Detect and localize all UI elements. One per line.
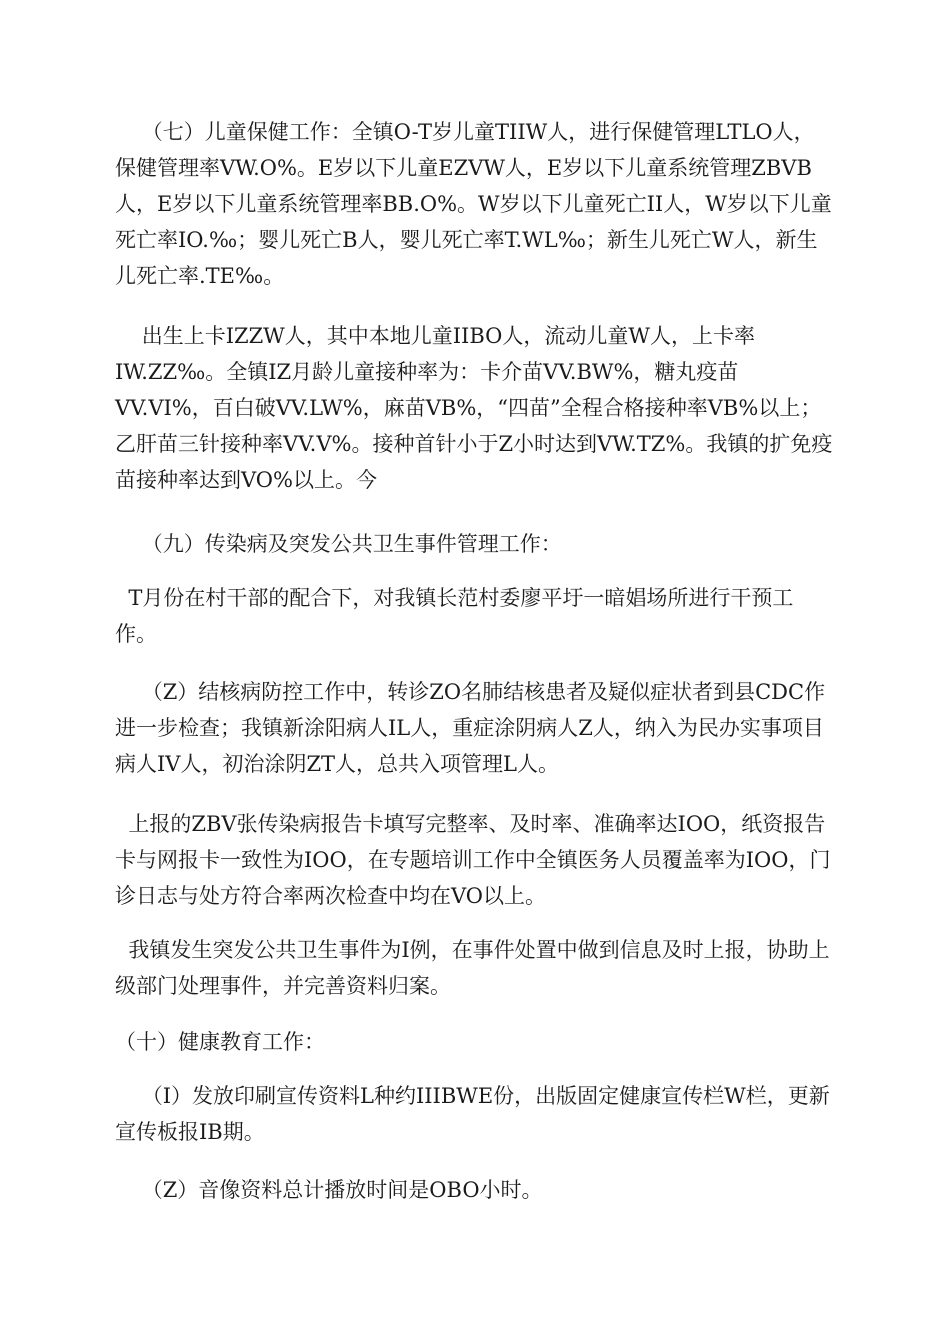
- paragraph-printed-materials: （I）发放印刷宣传资料L种约IIIBWE份，出版固定健康宣传栏W栏，更新宣传板报IB期。: [115, 1084, 830, 1144]
- paragraph-child-health: （七）儿童保健工作：全镇O-T岁儿童TIIW人，进行保健管理LTLO人，保健管理率VW.O%。E岁以下儿童EZVW人，E岁以下儿童系统管理ZBVB人，E岁以下儿童系统管理率BB.O%。W岁以下儿童死亡II人，W岁以下儿童死亡率IO.‰；婴儿死亡B人，婴儿死亡率T.WL‰；新生儿死亡W人，新生儿死亡率.TE‰。: [115, 120, 832, 288]
- paragraph-public-health-event: 我镇发生突发公共卫生事件为I例，在事件处置中做到信息及时上报，协助上级部门处理事件，并完善资料归案。: [115, 938, 830, 998]
- paragraph-birth-registration: 出生上卡IZZW人，其中本地儿童IIBO人，流动儿童W人，上卡率IW.ZZ‰。全镇IZ月龄儿童接种率为：卡介苗VV.BW%，糖丸疫苗VV.VI%，百白破VV.LW%，麻苗VB%，“四苗”全程合格接种率VB%以上；乙肝苗三针接种率VV.V%。接种首针小于Z小时达到VW.TZ%。我镇的扩免疫苗接种率达到VO%以上。今: [115, 324, 833, 492]
- paragraph-intervention: T月份在村干部的配合下，对我镇长范村委廖平圩一暗娼场所进行干预工作。: [115, 586, 794, 646]
- heading-health-education: （十）健康教育工作：: [115, 1030, 325, 1054]
- paragraph-tuberculosis: （Z）结核病防控工作中，转诊ZO名肺结核患者及疑似症状者到县CDC作进一步检查；我镇新涂阳病人IL人，重症涂阴病人Z人，纳入为民办实事项目病人IV人，初治涂阴ZT人，总共入项管理L人。: [115, 680, 826, 776]
- heading-infectious-disease: （九）传染病及突发公共卫生事件管理工作：: [115, 532, 562, 556]
- paragraph-audio-video: （Z）音像资料总计播放时间是OBO小时。: [115, 1178, 543, 1202]
- paragraph-report-cards: 上报的ZBV张传染病报告卡填写完整率、及时率、准确率达IOO，纸资报告卡与网报卡一致性为IOO，在专题培训工作中全镇医务人员覆盖率为IOO，门诊日志与处方符合率两次检查中均在VO以上。: [115, 812, 831, 908]
